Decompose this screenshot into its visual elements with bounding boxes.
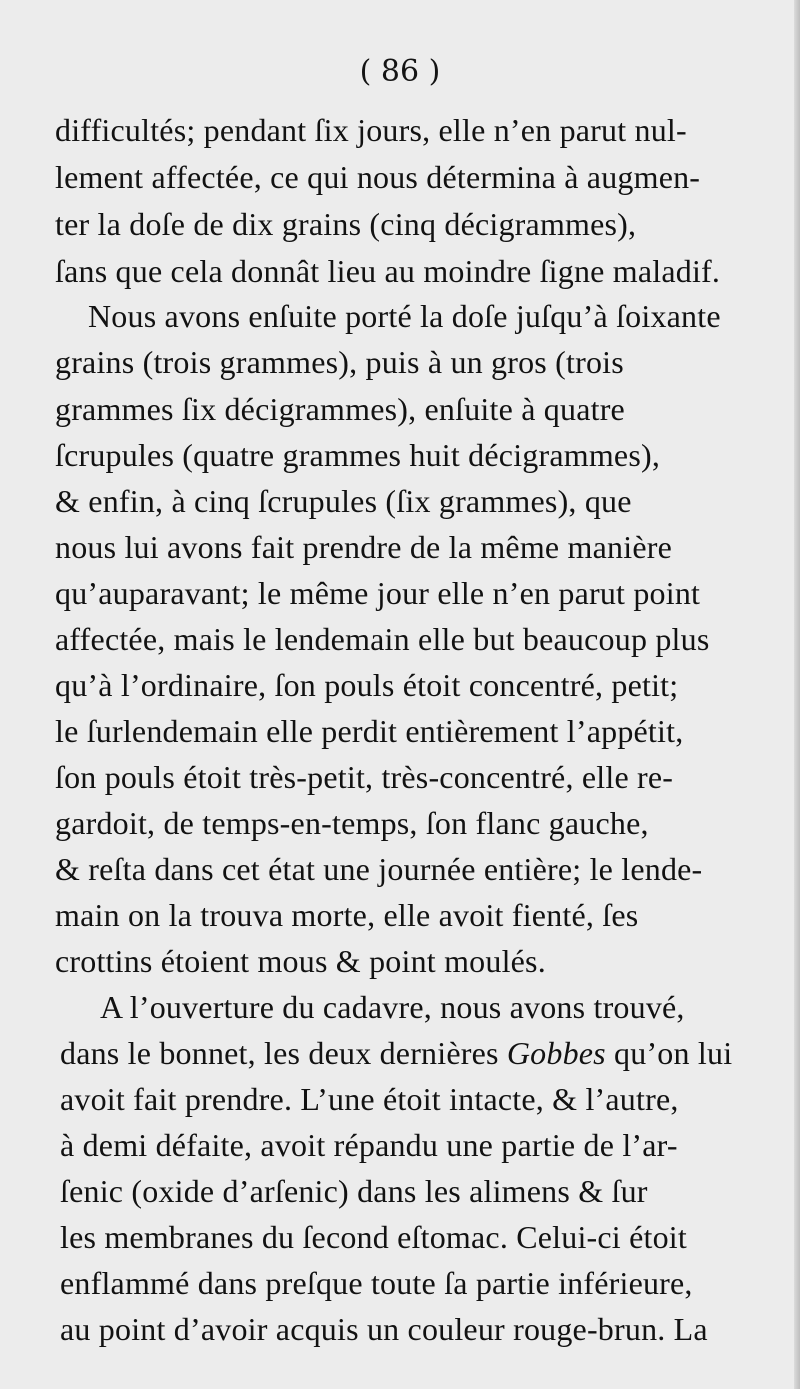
text-line: gardoit, de temps-en-temps, ſon flanc gauche, <box>55 805 649 841</box>
text-line: au point d’avoir acquis un couleur rouge-brun. La <box>60 1311 708 1347</box>
text-line: & reſta dans cet état une journée entière; le lende- <box>55 851 703 887</box>
text-line: grammes ſix décigrammes), enſuite à quatre <box>55 391 625 427</box>
text-line: enflammé dans preſque toute ſa partie inférieure, <box>60 1265 693 1301</box>
text-line: ſon pouls étoit très-petit, très-concentré, elle re- <box>55 759 674 795</box>
text-line: difficultés; pendant ſix jours, elle n’en parut nul- <box>55 112 687 148</box>
text-segment: dans le bonnet, les deux dernières <box>60 1035 499 1071</box>
text-segment: qu’on lui <box>614 1035 733 1071</box>
text-line: ſans que cela donnât lieu au moindre ſigne maladif. <box>55 253 721 289</box>
text-line: qu’à l’ordinaire, ſon pouls étoit concentré, petit; <box>55 667 679 703</box>
page-number: ( 86 ) <box>359 54 441 89</box>
text-line: affectée, mais le lendemain elle but beaucoup plus <box>55 621 710 657</box>
text-line: qu’auparavant; le même jour elle n’en parut point <box>55 575 701 611</box>
text-line: à demi défaite, avoit répandu une partie de l’ar- <box>60 1127 678 1163</box>
text-line: A l’ouverture du cadavre, nous avons trouvé, <box>100 989 685 1025</box>
text-line: avoit fait prendre. L’une étoit intacte, & l’autre, <box>60 1081 679 1117</box>
text-line: ter la doſe de dix grains (cinq décigrammes), <box>55 206 637 242</box>
text-line: lement affectée, ce qui nous détermina à augmen- <box>55 159 701 195</box>
italic-term: Gobbes <box>506 1035 606 1071</box>
text-line: main on la trouva morte, elle avoit fienté, ſes <box>55 897 639 933</box>
text-line: & enfin, à cinq ſcrupules (ſix grammes), que <box>55 483 632 519</box>
text-line <box>60 1033 732 1073</box>
text-line: crottins étoient mous & point moulés. <box>55 943 546 979</box>
text-line: les membranes du ſecond eſtomac. Celui-ci étoit <box>60 1219 687 1255</box>
text-line: grains (trois grammes), puis à un gros (trois <box>55 344 624 380</box>
text-line: nous lui avons fait prendre de la même manière <box>55 529 672 565</box>
text-line: ſenic (oxide d’arſenic) dans les alimens & ſur <box>60 1173 648 1209</box>
text-line: Nous avons enſuite porté la doſe juſqu’à ſoixante <box>88 298 721 334</box>
text-line: ſcrupules (quatre grammes huit décigrammes), <box>55 437 661 473</box>
text-line: le ſurlendemain elle perdit entièrement l’appétit, <box>55 713 684 749</box>
